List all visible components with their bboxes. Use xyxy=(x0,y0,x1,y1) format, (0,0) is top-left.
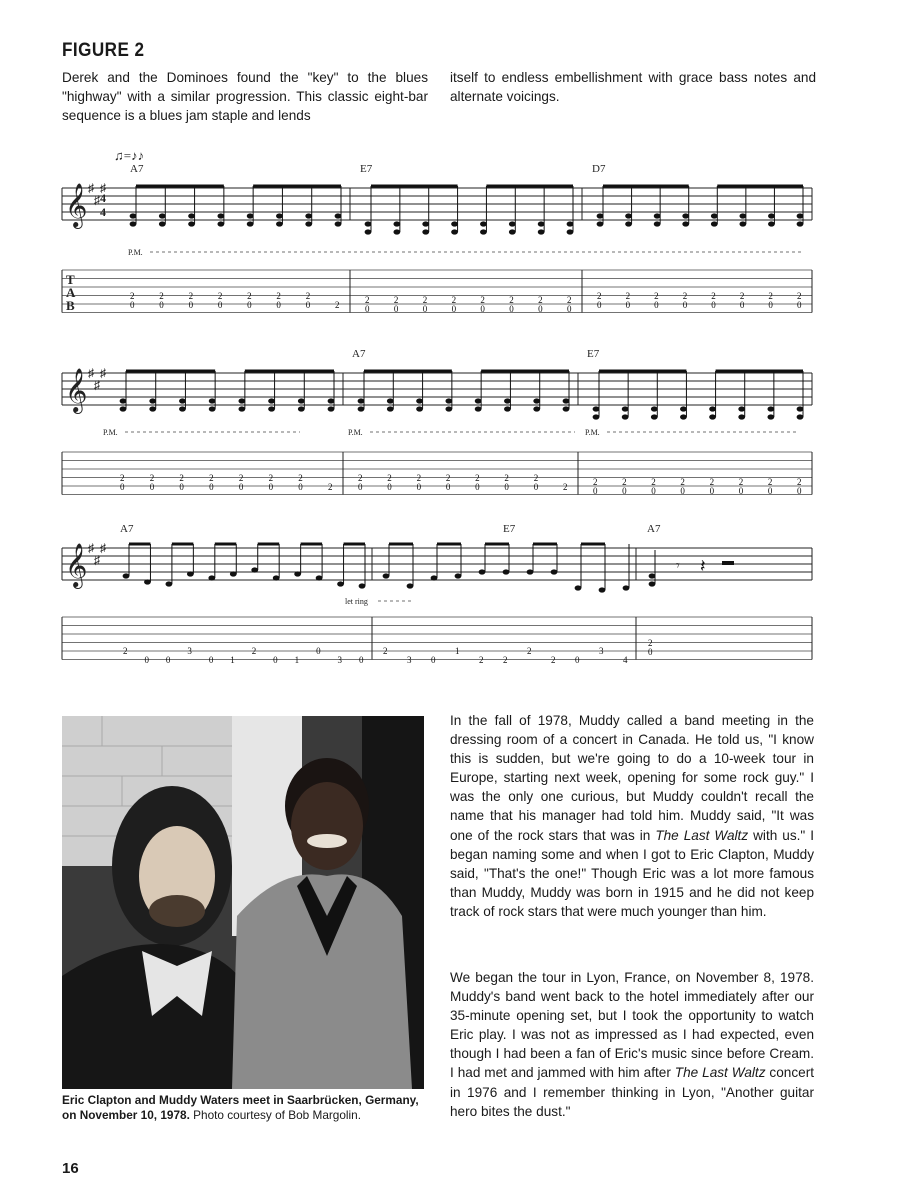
note-head xyxy=(563,398,570,403)
note-head xyxy=(739,213,746,218)
tab-number: 0 xyxy=(538,304,543,314)
tab-number: 0 xyxy=(651,486,656,496)
note-head xyxy=(387,406,394,411)
note-head xyxy=(480,221,487,226)
note-head xyxy=(538,229,545,234)
note-head xyxy=(551,569,558,574)
note-head xyxy=(273,575,280,580)
note-head xyxy=(179,398,186,403)
tab-number: 0 xyxy=(445,482,451,492)
note-head xyxy=(475,406,482,411)
p1-title: The Last Waltz xyxy=(655,827,749,843)
tab-number: 0 xyxy=(648,647,653,657)
tab-number: 2 xyxy=(238,473,244,483)
tab-number: 0 xyxy=(475,482,480,492)
note-head xyxy=(593,414,600,419)
sharp-icon: ♯ xyxy=(94,378,100,392)
tab-number: 0 xyxy=(622,486,627,496)
sharp-icon: ♯ xyxy=(100,366,106,380)
note-head xyxy=(337,581,344,586)
figure-title: FIGURE 2 xyxy=(62,40,145,61)
tab-number: 4 xyxy=(623,655,628,665)
note-head xyxy=(680,414,687,419)
note-head xyxy=(445,398,452,403)
note-head xyxy=(359,583,366,588)
tab-number: 2 xyxy=(123,646,128,656)
photo-caption xyxy=(62,1093,428,1123)
tab-number: 2 xyxy=(711,291,716,301)
tab-number: 2 xyxy=(335,300,340,310)
note-head xyxy=(431,575,438,580)
note-head xyxy=(711,221,718,226)
tab-number: 0 xyxy=(680,486,685,496)
tab-number: 0 xyxy=(247,300,252,310)
tab-number: 2 xyxy=(149,473,155,483)
note-head xyxy=(563,406,570,411)
photo-credit: Photo courtesy of Bob Margolin. xyxy=(193,1108,362,1122)
tab-number: 0 xyxy=(179,482,184,492)
tab-number: 0 xyxy=(416,482,422,492)
note-head xyxy=(149,406,156,411)
photo-illustration xyxy=(62,716,424,1089)
note-head xyxy=(298,406,305,411)
tab-number: 2 xyxy=(479,655,484,665)
tab-number: 0 xyxy=(422,304,428,314)
note-head xyxy=(625,221,632,226)
tab-number: 2 xyxy=(797,291,802,301)
chord-symbol: A7 xyxy=(352,348,366,360)
tab-clef-letter: T xyxy=(66,272,75,287)
tab-number: 0 xyxy=(593,486,598,496)
tab-number: 2 xyxy=(625,291,631,301)
note-head xyxy=(504,406,511,411)
note-head xyxy=(509,221,516,226)
note-head xyxy=(575,585,582,590)
note-head xyxy=(335,213,342,218)
tab-number: 2 xyxy=(709,477,715,487)
tab-number: 0 xyxy=(597,300,602,310)
note-head xyxy=(797,221,804,226)
tab-number: 2 xyxy=(563,482,568,492)
note-head xyxy=(599,587,606,592)
tab-number: 2 xyxy=(383,646,388,656)
note-head xyxy=(247,213,254,218)
tab-number: 0 xyxy=(509,304,514,314)
note-head xyxy=(623,585,630,590)
note-head xyxy=(451,229,458,234)
note-head xyxy=(166,581,173,586)
tab-number: 0 xyxy=(130,300,135,310)
tab-number: 0 xyxy=(305,300,311,310)
tab-number: 0 xyxy=(120,482,125,492)
note-head xyxy=(365,221,372,226)
tab-number: 2 xyxy=(480,295,485,305)
tab-number: 2 xyxy=(648,638,653,648)
note-head xyxy=(625,213,632,218)
tab-number: 0 xyxy=(682,300,688,310)
note-head xyxy=(709,414,716,419)
note-head xyxy=(276,213,283,218)
note-head xyxy=(767,414,774,419)
treble-clef-icon: 𝄞 xyxy=(65,545,88,587)
tab-number: 2 xyxy=(365,295,370,305)
note-head xyxy=(305,221,312,226)
sharp-icon: ♯ xyxy=(94,193,100,207)
note-head xyxy=(276,221,283,226)
time-signature-top: 4 xyxy=(100,191,106,205)
tab-number: 2 xyxy=(298,473,303,483)
note-head xyxy=(509,229,516,234)
clapton-muddy-photo xyxy=(62,716,424,1089)
tab-number: 0 xyxy=(149,482,155,492)
photo-caption-bold: Eric Clapton and Muddy Waters meet in Saarbrücken, Germany, on November 10, 1978. xyxy=(62,1093,419,1122)
tab-number: 0 xyxy=(567,304,572,314)
note-head xyxy=(217,221,224,226)
palm-mute-label: P.M. xyxy=(128,248,143,257)
tab-number: 0 xyxy=(217,300,223,310)
note-head xyxy=(654,213,661,218)
note-head xyxy=(567,221,574,226)
tab-number: 2 xyxy=(328,482,333,492)
tab-number: 0 xyxy=(144,655,149,665)
p1-text-a: In the fall of 1978, Muddy called a band meeting in the dressing room of a concert in Canada. He told us, "I know this is sudden, but we're going to do a 10-week tour in Europe, starting next week, opening for some rock guy." I was the only one curious, but Muddy couldn't recall the name that his manager had told him. Muddy said, "It was one of the rock stars that was in xyxy=(450,713,814,843)
note-head xyxy=(455,573,462,578)
note-head xyxy=(654,221,661,226)
note-head xyxy=(422,221,429,226)
note-head xyxy=(298,398,305,403)
note-head xyxy=(123,573,130,578)
note-head xyxy=(597,221,604,226)
tab-number: 2 xyxy=(738,477,744,487)
note-head xyxy=(504,398,511,403)
tab-number: 2 xyxy=(597,291,602,301)
tab-number: 2 xyxy=(567,295,572,305)
tab-number: 2 xyxy=(179,473,184,483)
note-head xyxy=(503,569,510,574)
tab-number: 2 xyxy=(387,473,392,483)
tab-number: 0 xyxy=(359,655,364,665)
note-head xyxy=(797,213,804,218)
tab-number: 2 xyxy=(551,655,556,665)
note-head xyxy=(149,398,156,403)
tab-number: 3 xyxy=(187,646,192,656)
tab-number: 2 xyxy=(416,473,422,483)
note-head xyxy=(797,414,804,419)
note-head xyxy=(328,406,335,411)
note-head xyxy=(533,406,540,411)
tab-number: 2 xyxy=(475,473,480,483)
tab-number: 0 xyxy=(797,486,802,496)
tab-number: 2 xyxy=(533,473,539,483)
note-head xyxy=(422,229,429,234)
tab-number: 3 xyxy=(337,655,343,665)
tab-number: 2 xyxy=(509,295,514,305)
tab-number: 2 xyxy=(767,477,773,487)
note-head xyxy=(682,221,689,226)
note-head xyxy=(247,221,254,226)
p1-text-b: with us." I began naming some and when I got to Eric Clapton, Muddy said, "That's the one!" Though Eric was a lot more famous than Muddy, Muddy was born in 1915 and he did not keep track of rock stars that were much younger than him. xyxy=(450,827,814,919)
tab-number: 0 xyxy=(188,300,194,310)
tab-number: 0 xyxy=(209,482,214,492)
tab-number: 0 xyxy=(625,300,631,310)
note-head xyxy=(622,414,629,419)
tab-number: 0 xyxy=(431,655,436,665)
body-paragraph-2 xyxy=(450,968,814,1121)
tab-number: 0 xyxy=(268,482,274,492)
note-head xyxy=(416,398,423,403)
tab-number: 2 xyxy=(451,295,457,305)
intro-text-right: itself to endless embellishment with grace bass notes and alternate voicings. xyxy=(450,70,816,104)
tab-number: 2 xyxy=(797,477,802,487)
palm-mute-label: P.M. xyxy=(585,428,600,437)
note-head xyxy=(130,213,137,218)
tab-number: 2 xyxy=(682,291,688,301)
note-head xyxy=(187,571,194,576)
eighth-rest-icon: 𝄾 xyxy=(676,559,680,574)
time-signature-bottom: 4 xyxy=(100,205,106,219)
note-head xyxy=(445,406,452,411)
note-head xyxy=(538,221,545,226)
tab-number: 0 xyxy=(480,304,485,314)
tab-number: 2 xyxy=(358,473,363,483)
tab-number: 2 xyxy=(159,291,164,301)
sharp-icon: ♯ xyxy=(88,181,94,195)
tab-number: 0 xyxy=(797,300,802,310)
note-head xyxy=(209,406,216,411)
note-head xyxy=(738,406,745,411)
note-head xyxy=(230,571,237,576)
tab-number: 0 xyxy=(767,486,773,496)
note-head xyxy=(416,406,423,411)
note-head xyxy=(593,406,600,411)
tab-number: 2 xyxy=(247,291,252,301)
body-paragraph-1 xyxy=(450,711,814,921)
tab-number: 0 xyxy=(159,300,164,310)
sharp-icon: ♯ xyxy=(100,541,106,555)
note-head xyxy=(475,398,482,403)
note-head xyxy=(680,406,687,411)
tab-clef-letter: B xyxy=(66,298,75,313)
note-head xyxy=(120,398,127,403)
note-head xyxy=(358,398,365,403)
tab-number: 0 xyxy=(504,482,509,492)
tab-number: 0 xyxy=(533,482,539,492)
tab-number: 1 xyxy=(455,646,460,656)
note-head xyxy=(209,398,216,403)
tab-number: 2 xyxy=(305,291,311,301)
note-head xyxy=(159,221,166,226)
note-head xyxy=(797,406,804,411)
chord-symbol: E7 xyxy=(503,523,516,535)
tab-number: 2 xyxy=(504,473,509,483)
note-head xyxy=(328,398,335,403)
note-head xyxy=(393,229,400,234)
tab-number: 2 xyxy=(130,291,135,301)
note-head xyxy=(365,229,372,234)
note-head xyxy=(767,406,774,411)
tab-number: 2 xyxy=(445,473,451,483)
sharp-icon: ♯ xyxy=(94,553,100,567)
tab-number: 1 xyxy=(294,655,300,665)
tab-number: 0 xyxy=(768,300,773,310)
sharp-icon: ♯ xyxy=(88,541,94,555)
note-head xyxy=(238,398,245,403)
note-head xyxy=(251,567,258,572)
tab-number: 2 xyxy=(503,655,508,665)
tab-number: 0 xyxy=(298,482,303,492)
note-head xyxy=(238,406,245,411)
tab-number: 0 xyxy=(238,482,244,492)
tab-number: 2 xyxy=(538,295,543,305)
tab-number: 2 xyxy=(209,473,214,483)
note-head xyxy=(709,406,716,411)
note-head xyxy=(768,213,775,218)
note-head xyxy=(159,213,166,218)
p2-title: The Last Waltz xyxy=(674,1065,766,1081)
tab-number: 2 xyxy=(120,473,125,483)
note-head xyxy=(294,571,301,576)
note-head xyxy=(622,406,629,411)
tab-number: 3 xyxy=(599,646,604,656)
tab-number: 0 xyxy=(451,304,457,314)
note-head xyxy=(451,221,458,226)
page-number: 16 xyxy=(62,1160,79,1177)
chord-symbol: D7 xyxy=(592,163,606,175)
quarter-rest-icon: 𝄽 xyxy=(700,556,706,576)
tab-number: 2 xyxy=(680,477,685,487)
note-head xyxy=(567,229,574,234)
tab-number: 0 xyxy=(165,655,171,665)
note-head xyxy=(649,573,656,578)
note-head xyxy=(407,583,414,588)
tab-number: 0 xyxy=(738,486,744,496)
treble-clef-icon: 𝄞 xyxy=(65,370,88,412)
chord-symbol: A7 xyxy=(647,523,661,535)
tab-number: 2 xyxy=(251,646,257,656)
tab-number: 1 xyxy=(230,655,235,665)
note-head xyxy=(358,406,365,411)
note-head xyxy=(649,581,656,586)
note-head xyxy=(533,398,540,403)
tab-number: 2 xyxy=(651,477,656,487)
note-head xyxy=(268,406,275,411)
tab-clef-letter: A xyxy=(66,285,76,300)
tab-number: 0 xyxy=(365,304,370,314)
tab-number: 2 xyxy=(768,291,773,301)
p2-text-b: concert in 1976 and I remember thinking in Lyon, "Another guitar hero bites the dust." xyxy=(450,1065,814,1119)
swing-feel-icon: ♫=♪♪ xyxy=(114,148,145,163)
note-head xyxy=(651,414,658,419)
note-head xyxy=(179,406,186,411)
tab-number: 2 xyxy=(268,473,274,483)
sharp-icon: ♯ xyxy=(100,181,106,195)
chord-symbol: E7 xyxy=(587,348,600,360)
note-head xyxy=(120,406,127,411)
tab-number: 2 xyxy=(188,291,194,301)
note-head xyxy=(739,221,746,226)
note-head xyxy=(144,579,151,584)
note-head xyxy=(130,221,137,226)
tab-number: 0 xyxy=(654,300,659,310)
note-head xyxy=(768,221,775,226)
note-head xyxy=(651,406,658,411)
note-head xyxy=(387,398,394,403)
palm-mute-label: P.M. xyxy=(103,428,118,437)
tab-number: 0 xyxy=(739,300,745,310)
palm-mute-label: P.M. xyxy=(348,428,363,437)
tab-number: 0 xyxy=(316,646,321,656)
note-head xyxy=(480,229,487,234)
p2-text-a: We began the tour in Lyon, France, on November 8, 1978. Muddy's band went back to the hotel immediately after our 35-minute opening set, but I took the opportunity to watch Eric play. I was not as impressed as I had expected, even though I had been a fan of Eric's music since before Cream. I had met and jammed with him after xyxy=(450,970,814,1081)
tab-number: 2 xyxy=(276,291,281,301)
note-head xyxy=(711,213,718,218)
chord-symbol: E7 xyxy=(360,163,373,175)
note-head xyxy=(738,414,745,419)
tab-number: 0 xyxy=(711,300,716,310)
chord-symbol: A7 xyxy=(130,163,144,175)
half-rest-icon xyxy=(722,561,734,565)
tab-number: 2 xyxy=(393,295,399,305)
tab-number: 0 xyxy=(208,655,214,665)
note-head xyxy=(305,213,312,218)
tab-number: 0 xyxy=(709,486,715,496)
tab-number: 2 xyxy=(739,291,745,301)
note-head xyxy=(188,221,195,226)
note-head xyxy=(597,213,604,218)
tab-number: 0 xyxy=(387,482,392,492)
tab-number: 2 xyxy=(527,646,532,656)
intro-text-left: Derek and the Dominoes found the "key" to the blues "highway" with a similar progression. This classic eight-bar sequence is a blues jam staple and lends xyxy=(62,70,428,123)
note-head xyxy=(682,213,689,218)
note-head xyxy=(316,575,323,580)
tab-number: 2 xyxy=(217,291,223,301)
note-head xyxy=(383,573,390,578)
tab-number: 2 xyxy=(422,295,428,305)
tab-number: 0 xyxy=(276,300,281,310)
note-head xyxy=(188,213,195,218)
sharp-icon: ♯ xyxy=(88,366,94,380)
note-head xyxy=(268,398,275,403)
note-head xyxy=(335,221,342,226)
note-head xyxy=(217,213,224,218)
note-head xyxy=(208,575,215,580)
tab-number: 0 xyxy=(358,482,363,492)
note-head xyxy=(479,569,486,574)
tab-number: 2 xyxy=(654,291,659,301)
note-head xyxy=(393,221,400,226)
tab-number: 3 xyxy=(407,655,412,665)
chord-symbol: A7 xyxy=(120,523,134,535)
tab-number: 0 xyxy=(575,655,580,665)
note-head xyxy=(527,569,534,574)
let-ring-label: let ring xyxy=(345,597,368,606)
tab-number: 2 xyxy=(593,477,598,487)
treble-clef-icon: 𝄞 xyxy=(65,185,88,227)
tab-number: 0 xyxy=(273,655,278,665)
tab-number: 2 xyxy=(622,477,627,487)
tab-number: 0 xyxy=(393,304,399,314)
